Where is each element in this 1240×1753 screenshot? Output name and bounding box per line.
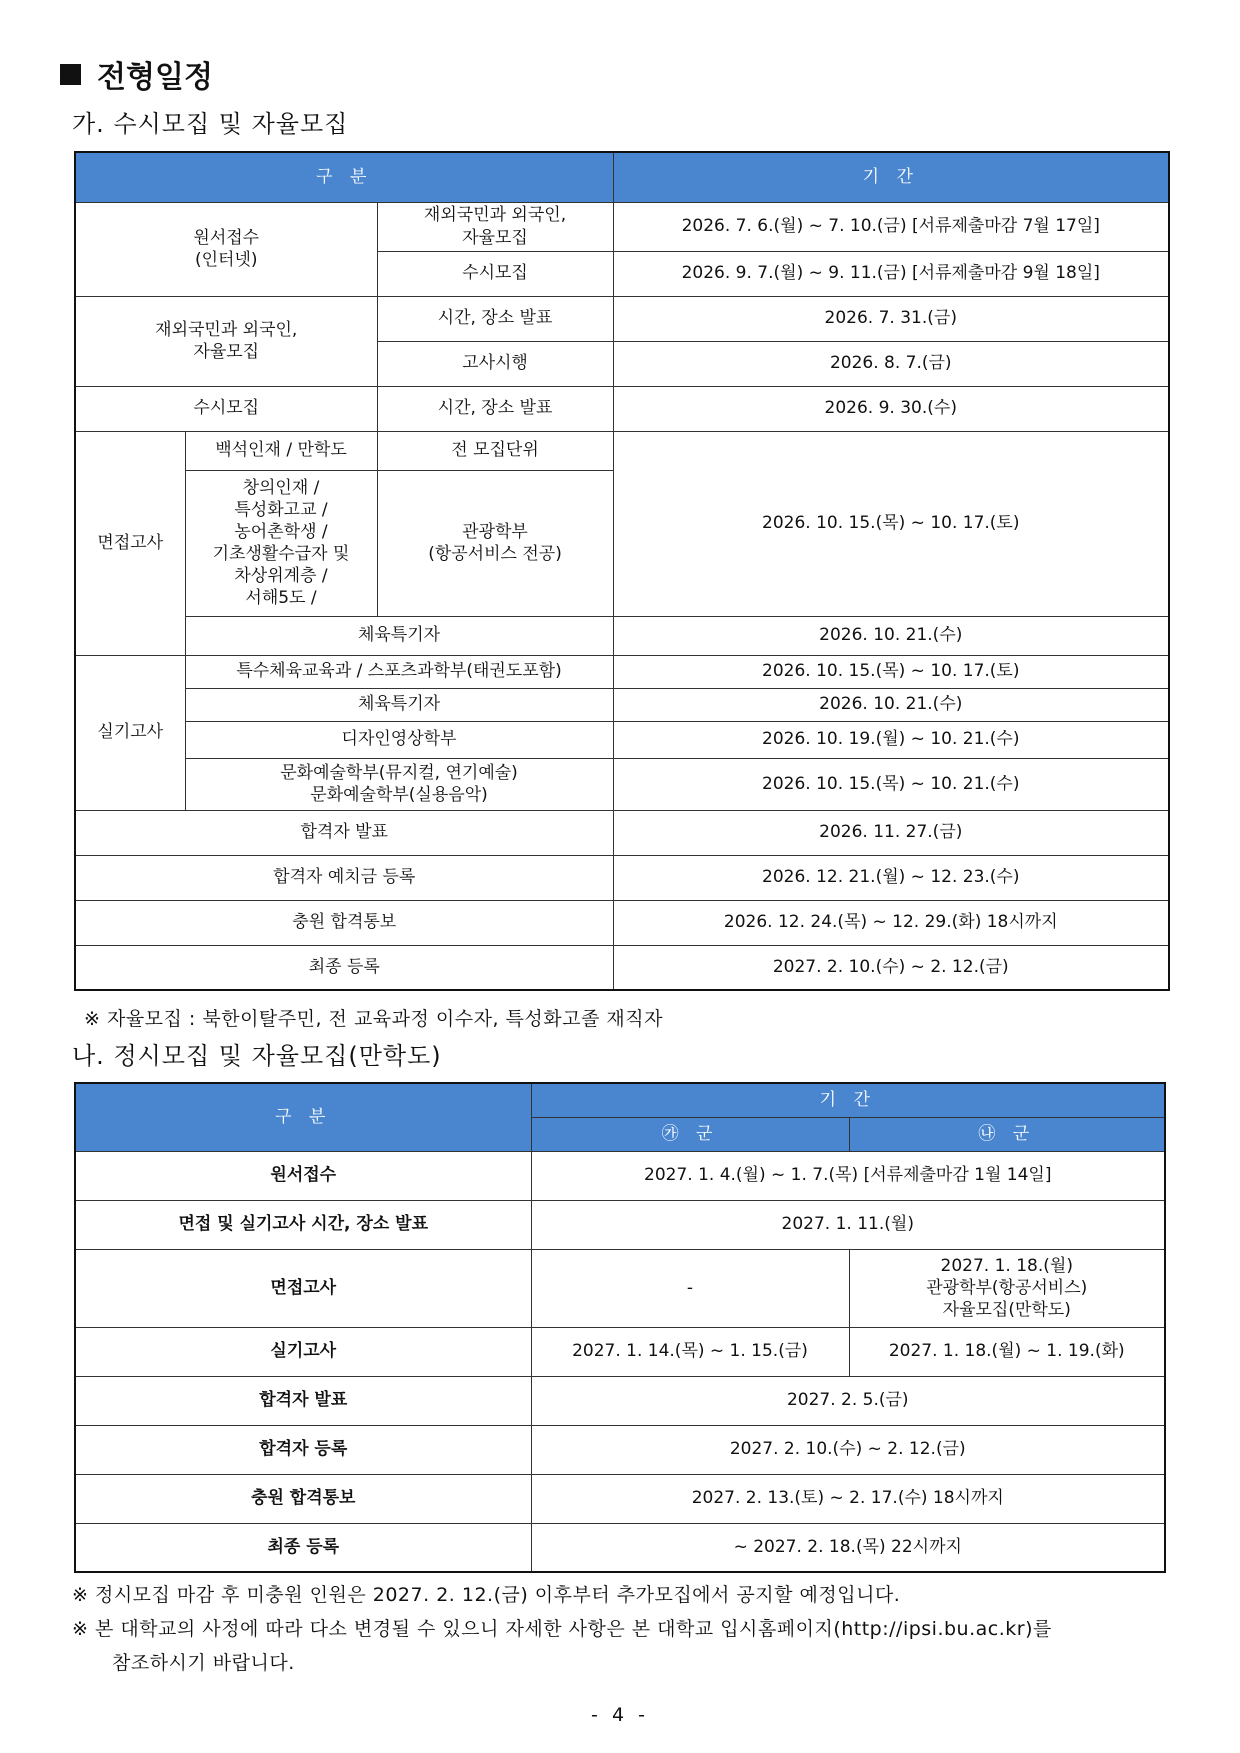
row-practical-na: 2027. 1. 18.(월) ~ 1. 19.(화) <box>849 1327 1165 1376</box>
row-interview-period2: 2026. 10. 21.(수) <box>613 616 1169 655</box>
row-announce-label: 면접 및 실기고사 시간, 장소 발표 <box>75 1200 531 1249</box>
row-practical-label: 실기고사 <box>75 655 185 810</box>
row-result-label: 합격자 발표 <box>75 1376 531 1425</box>
subsection-a-title: 가. 수시모집 및 자율모집 <box>72 110 349 138</box>
row-application-period-foreign: 2026. 7. 6.(월) ~ 7. 10.(금) [서류제출마감 7월 17일] <box>613 202 1169 251</box>
row-final-label: 최종 등록 <box>75 945 613 990</box>
row-interview-ga: - <box>531 1249 849 1327</box>
row-application-period: 2027. 1. 4.(월) ~ 1. 7.(목) [서류제출마감 1월 14일] <box>531 1151 1165 1200</box>
page-number: - 4 - <box>591 1704 649 1726</box>
susi-schedule-table <box>74 151 1170 991</box>
row-interview-sub2b: 관광학부 (항공서비스 전공) <box>377 470 613 616</box>
row-interview-sub1a: 백석인재 / 만학도 <box>185 431 377 470</box>
row-result-label: 합격자 발표 <box>75 810 613 855</box>
row-practical-period4: 2026. 10. 15.(목) ~ 10. 21.(수) <box>613 758 1169 810</box>
row-interview-period1: 2026. 10. 15.(목) ~ 10. 17.(토) <box>613 431 1169 616</box>
note-change-notice-continued: 참조하시기 바랍니다. <box>112 1652 295 1674</box>
row-interview-label: 면접고사 <box>75 431 185 655</box>
row-susi-label: 수시모집 <box>75 386 377 431</box>
section-title <box>60 52 213 96</box>
row-application-period-susi: 2026. 9. 7.(월) ~ 9. 11.(금) [서류제출마감 9월 18일] <box>613 251 1169 296</box>
header-period: 기 간 <box>531 1083 1165 1117</box>
row-final-period: ~ 2027. 2. 18.(목) 22시까지 <box>531 1523 1165 1572</box>
row-deposit-period: 2026. 12. 21.(월) ~ 12. 23.(수) <box>613 855 1169 900</box>
header-group-ga: ㉮ 군 <box>531 1117 849 1151</box>
row-practical-ga: 2027. 1. 14.(목) ~ 1. 15.(금) <box>531 1327 849 1376</box>
row-result-period: 2027. 2. 5.(금) <box>531 1376 1165 1425</box>
row-foreign-sub-exam: 고사시행 <box>377 341 613 386</box>
row-practical-period1: 2026. 10. 15.(목) ~ 10. 17.(토) <box>613 655 1169 688</box>
row-practical-sub1: 특수체육교육과 / 스포츠과학부(태권도포함) <box>185 655 613 688</box>
row-interview-label: 면접고사 <box>75 1249 531 1327</box>
header-category: 구 분 <box>75 1083 531 1151</box>
row-additional-label: 충원 합격통보 <box>75 1474 531 1523</box>
note-additional-recruitment: ※ 정시모집 마감 후 미충원 인원은 2027. 2. 12.(금) 이후부터 추가모집에서 공지할 예정입니다. <box>72 1584 901 1606</box>
row-application-sub-susi: 수시모집 <box>377 251 613 296</box>
row-register-label: 합격자 등록 <box>75 1425 531 1474</box>
jeongsi-schedule-table <box>74 1082 1166 1573</box>
row-practical-period3: 2026. 10. 19.(월) ~ 10. 21.(수) <box>613 721 1169 758</box>
row-foreign-label: 재외국민과 외국인, 자율모집 <box>75 296 377 386</box>
header-category: 구 분 <box>75 152 613 202</box>
row-practical-sub3: 디자인영상학부 <box>185 721 613 758</box>
row-announce-period: 2027. 1. 11.(월) <box>531 1200 1165 1249</box>
row-foreign-period-exam: 2026. 8. 7.(금) <box>613 341 1169 386</box>
row-susi-sub: 시간, 장소 발표 <box>377 386 613 431</box>
note-autonomous: ※ 자율모집 : 북한이탈주민, 전 교육과정 이수자, 특성화고졸 재직자 <box>84 1008 663 1030</box>
row-practical-sub2: 체육특기자 <box>185 688 613 721</box>
row-interview-sub3: 체육특기자 <box>185 616 613 655</box>
row-practical-period2: 2026. 10. 21.(수) <box>613 688 1169 721</box>
note-change-notice: ※ 본 대학교의 사정에 따라 다소 변경될 수 있으니 자세한 사항은 본 대학교 입시홈페이지(http://ipsi.bu.ac.kr)를 <box>72 1618 1052 1640</box>
black-square-icon <box>60 64 81 85</box>
row-interview-sub2a: 창의인재 / 특성화고교 / 농어촌학생 / 기초생활수급자 및 차상위계층 / 서해5도 / <box>185 470 377 616</box>
row-susi-period: 2026. 9. 30.(수) <box>613 386 1169 431</box>
row-register-period: 2027. 2. 10.(수) ~ 2. 12.(금) <box>531 1425 1165 1474</box>
row-practical-label: 실기고사 <box>75 1327 531 1376</box>
row-interview-na: 2027. 1. 18.(월) 관광학부(항공서비스) 자율모집(만학도) <box>849 1249 1165 1327</box>
row-interview-sub1b: 전 모집단위 <box>377 431 613 470</box>
subsection-b-title: 나. 정시모집 및 자율모집(만학도) <box>72 1042 442 1070</box>
row-application-label: 원서접수 <box>75 1151 531 1200</box>
row-final-period: 2027. 2. 10.(수) ~ 2. 12.(금) <box>613 945 1169 990</box>
header-group-na: ㉯ 군 <box>849 1117 1165 1151</box>
row-final-label: 최종 등록 <box>75 1523 531 1572</box>
row-practical-sub4: 문화예술학부(뮤지컬, 연기예술) 문화예술학부(실용음악) <box>185 758 613 810</box>
row-additional-label: 충원 합격통보 <box>75 900 613 945</box>
row-result-period: 2026. 11. 27.(금) <box>613 810 1169 855</box>
row-foreign-period-announce: 2026. 7. 31.(금) <box>613 296 1169 341</box>
row-deposit-label: 합격자 예치금 등록 <box>75 855 613 900</box>
row-additional-period: 2027. 2. 13.(토) ~ 2. 17.(수) 18시까지 <box>531 1474 1165 1523</box>
row-application-sub-foreign: 재외국민과 외국인, 자율모집 <box>377 202 613 251</box>
row-additional-period: 2026. 12. 24.(목) ~ 12. 29.(화) 18시까지 <box>613 900 1169 945</box>
row-application-label: 원서접수 (인터넷) <box>75 202 377 296</box>
section-title-text: 전형일정 <box>97 60 213 95</box>
row-foreign-sub-announce: 시간, 장소 발표 <box>377 296 613 341</box>
header-period: 기 간 <box>613 152 1169 202</box>
